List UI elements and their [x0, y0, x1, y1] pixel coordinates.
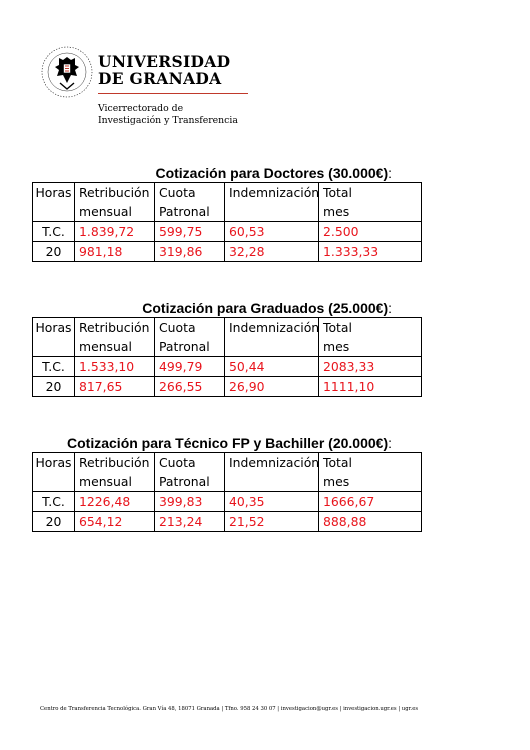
cell-horas: 20	[33, 377, 75, 397]
table-row	[33, 512, 422, 532]
section-graduados	[32, 300, 422, 397]
table-header-row	[33, 453, 422, 492]
cell-retribucion: 817,65	[75, 377, 155, 397]
table-row	[33, 357, 422, 377]
header-cuota	[155, 453, 225, 492]
header-total-l2: mes	[323, 474, 350, 489]
header-indemnizacion: Indemnización	[225, 183, 319, 222]
section-title-colon: :	[388, 300, 392, 316]
header-total-l2: mes	[323, 204, 350, 219]
header-total	[319, 453, 422, 492]
university-name-line2: DE GRANADA	[98, 69, 222, 88]
cell-retribucion: 1226,48	[75, 492, 155, 512]
header-horas: Horas	[33, 453, 75, 492]
header-rule	[98, 93, 248, 94]
header-retribucion-l1: Retribución	[79, 455, 150, 470]
cell-indemnizacion: 21,52	[225, 512, 319, 532]
header-cuota-l1: Cuota	[159, 185, 196, 200]
cell-cuota: 399,83	[155, 492, 225, 512]
vicerrectorado	[98, 103, 238, 127]
cell-indemnizacion: 60,53	[225, 222, 319, 242]
cell-total: 888,88	[319, 512, 422, 532]
cotizacion-table	[32, 182, 422, 262]
section-title-text: Cotización para Doctores (30.000€)	[155, 165, 389, 181]
header-cuota-l1: Cuota	[159, 320, 196, 335]
cell-horas: 20	[33, 242, 75, 262]
letterhead	[40, 45, 300, 135]
cell-indemnizacion: 26,90	[225, 377, 319, 397]
header-retribucion-l1: Retribución	[79, 185, 150, 200]
header-cuota	[155, 318, 225, 357]
cell-total: 1666,67	[319, 492, 422, 512]
table-header-row	[33, 183, 422, 222]
section-doctores	[32, 165, 422, 262]
vicerrectorado-line1: Vicerrectorado de	[98, 103, 184, 114]
university-crest-icon	[40, 45, 94, 99]
cell-total: 2083,33	[319, 357, 422, 377]
section-title-colon: :	[388, 435, 392, 451]
cell-retribucion: 1.533,10	[75, 357, 155, 377]
cell-total: 1111,10	[319, 377, 422, 397]
table-row	[33, 377, 422, 397]
table-row	[33, 492, 422, 512]
cell-horas: T.C.	[33, 357, 75, 377]
university-name-line1: UNIVERSIDAD	[98, 52, 231, 71]
header-total	[319, 183, 422, 222]
header-cuota-l2: Patronal	[159, 339, 210, 354]
cell-retribucion: 654,12	[75, 512, 155, 532]
header-retribucion	[75, 453, 155, 492]
header-indemnizacion: Indemnización	[225, 318, 319, 357]
section-title	[32, 435, 422, 452]
cell-cuota: 319,86	[155, 242, 225, 262]
cell-total: 2.500	[319, 222, 422, 242]
university-name	[98, 53, 230, 87]
cell-cuota: 266,55	[155, 377, 225, 397]
header-retribucion-l2: mensual	[79, 474, 132, 489]
cell-total: 1.333,33	[319, 242, 422, 262]
cell-cuota: 499,79	[155, 357, 225, 377]
header-retribucion-l2: mensual	[79, 339, 132, 354]
header-cuota-l2: Patronal	[159, 474, 210, 489]
vicerrectorado-line2: Investigación y Transferencia	[98, 115, 238, 126]
cotizacion-table	[32, 317, 422, 397]
cell-indemnizacion: 32,28	[225, 242, 319, 262]
header-indemnizacion: Indemnización	[225, 453, 319, 492]
header-total-l1: Total	[323, 185, 352, 200]
header-total-l2: mes	[323, 339, 350, 354]
header-cuota-l1: Cuota	[159, 455, 196, 470]
footer-contact: Centro de Transferencia Tecnológica. Gran Vía 48, 18071 Granada | Tfno. 958 24 30 07 | investigacion@ugr.es | investigacion.ugr.es | ugr.es	[40, 706, 419, 712]
header-cuota	[155, 183, 225, 222]
table-row	[33, 222, 422, 242]
cell-indemnizacion: 50,44	[225, 357, 319, 377]
section-title-colon: :	[388, 165, 392, 181]
cell-horas: T.C.	[33, 492, 75, 512]
cell-retribucion: 981,18	[75, 242, 155, 262]
header-retribucion	[75, 318, 155, 357]
section-title	[32, 165, 422, 182]
cotizacion-table	[32, 452, 422, 532]
cell-cuota: 599,75	[155, 222, 225, 242]
table-row	[33, 242, 422, 262]
section-title	[32, 300, 422, 317]
cell-horas: 20	[33, 512, 75, 532]
header-retribucion-l2: mensual	[79, 204, 132, 219]
cell-horas: T.C.	[33, 222, 75, 242]
header-cuota-l2: Patronal	[159, 204, 210, 219]
cell-retribucion: 1.839,72	[75, 222, 155, 242]
header-horas: Horas	[33, 183, 75, 222]
cell-cuota: 213,24	[155, 512, 225, 532]
header-horas: Horas	[33, 318, 75, 357]
cell-indemnizacion: 40,35	[225, 492, 319, 512]
header-retribucion	[75, 183, 155, 222]
header-retribucion-l1: Retribución	[79, 320, 150, 335]
section-title-text: Cotización para Graduados (25.000€)	[142, 300, 389, 316]
section-tecnico-fp	[32, 435, 422, 532]
header-total-l1: Total	[323, 320, 352, 335]
header-total	[319, 318, 422, 357]
table-header-row	[33, 318, 422, 357]
section-title-text: Cotización para Técnico FP y Bachiller (20.000€)	[67, 435, 389, 451]
header-total-l1: Total	[323, 455, 352, 470]
